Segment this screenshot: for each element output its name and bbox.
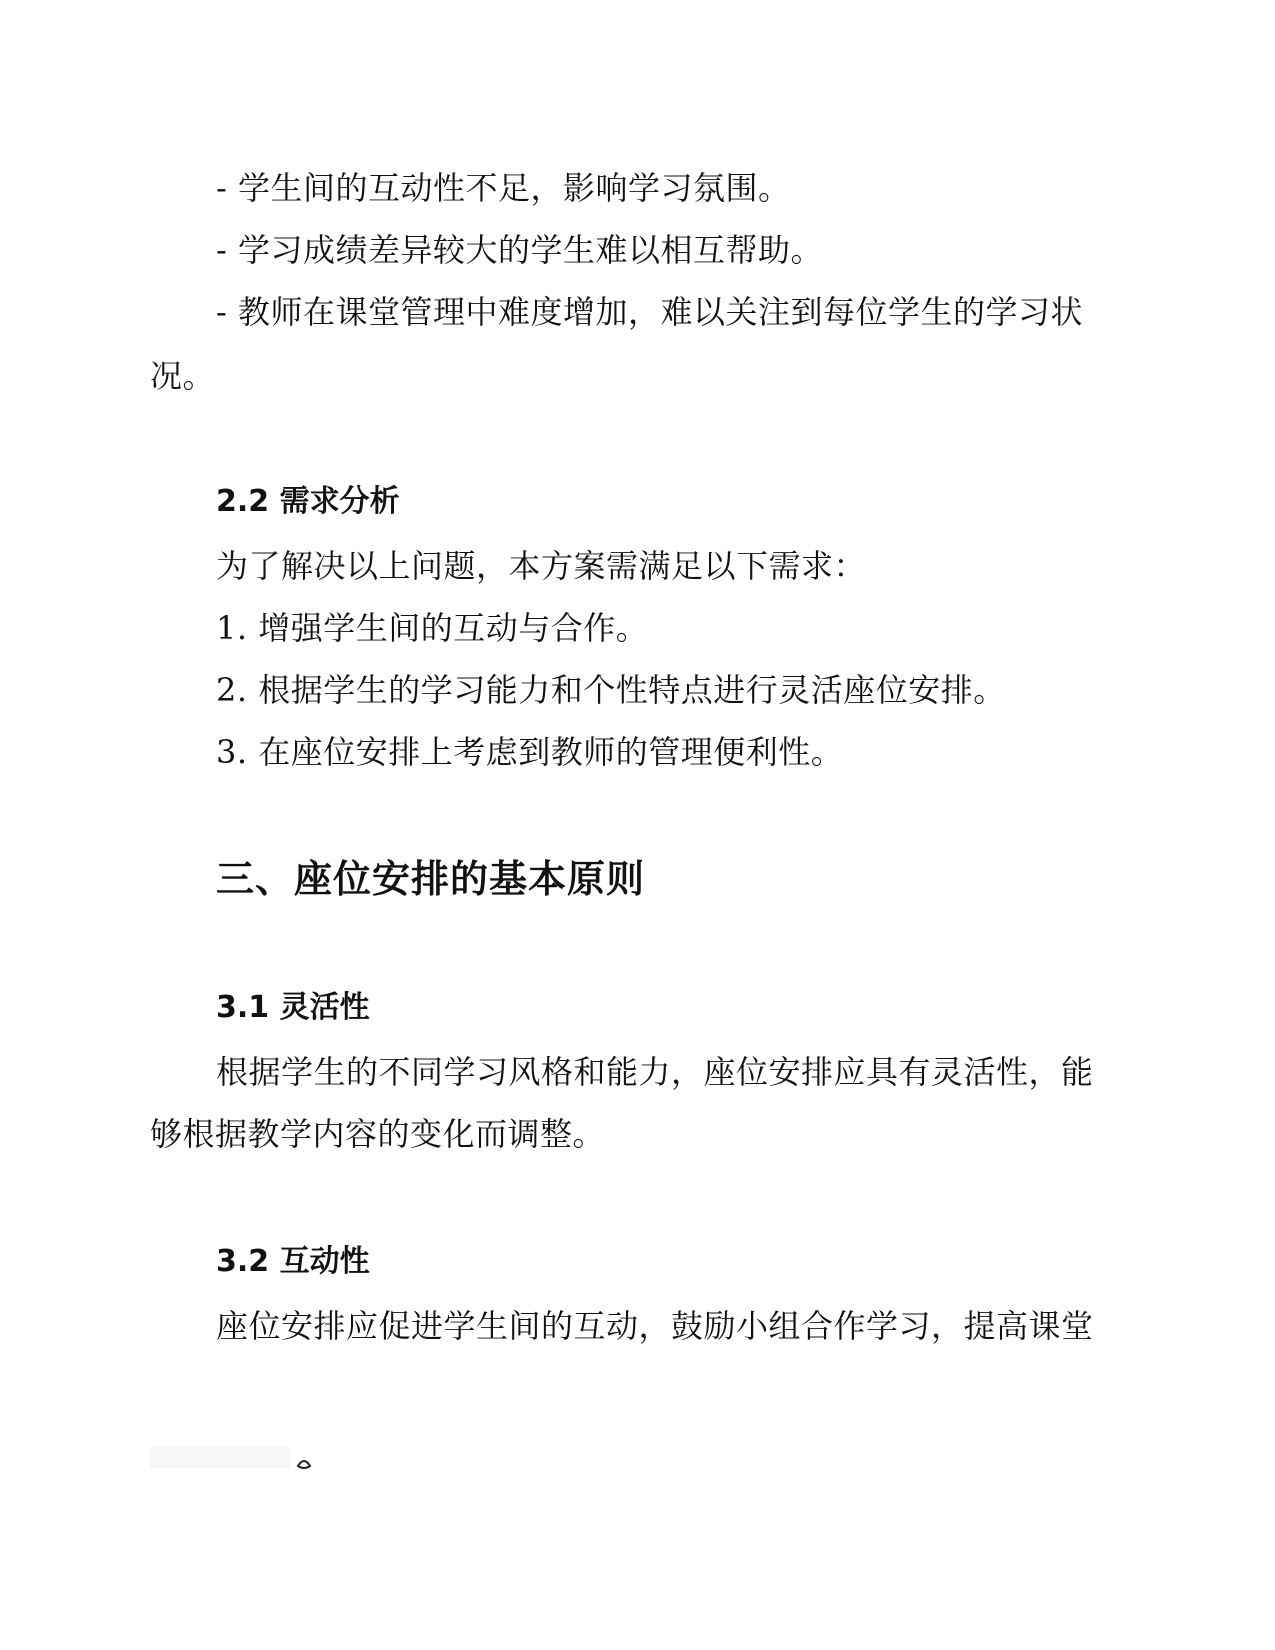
interaction-paragraph-line1: 座位安排应促进学生间的互动，鼓励小组合作学习，提高课堂 xyxy=(216,1307,1094,1345)
flexibility-paragraph-line1: 根据学生的不同学习风格和能力，座位安排应具有灵活性，能 xyxy=(216,1053,1094,1091)
section-heading-2-2: 2.2 需求分析 xyxy=(216,484,400,519)
section-heading-3-2: 3.2 互动性 xyxy=(216,1244,370,1279)
bullet-teacher-management-line1: - 教师在课堂管理中难度增加，难以关注到每位学生的学习状 xyxy=(216,293,1083,331)
flexibility-paragraph-line2: 够根据教学内容的变化而调整。 xyxy=(150,1115,606,1153)
requirement-item-2: 2. 根据学生的学习能力和个性特点进行灵活座位安排。 xyxy=(216,671,1006,709)
requirement-item-3: 3. 在座位安排上考虑到教师的管理便利性。 xyxy=(216,733,844,771)
bullet-interaction-insufficient: - 学生间的互动性不足，影响学习氛围。 xyxy=(216,169,791,207)
requirement-item-1: 1. 增强学生间的互动与合作。 xyxy=(216,609,649,647)
section-heading-3-1: 3.1 灵活性 xyxy=(216,990,370,1025)
bullet-score-gap: - 学习成绩差异较大的学生难以相互帮助。 xyxy=(216,231,823,269)
bullet-teacher-management-line2: 况。 xyxy=(150,357,216,395)
faded-text-fragment xyxy=(150,1440,320,1476)
requirements-intro: 为了解决以上问题，本方案需满足以下需求： xyxy=(216,547,867,585)
chapter-heading-3: 三、座位安排的基本原则 xyxy=(216,857,646,901)
